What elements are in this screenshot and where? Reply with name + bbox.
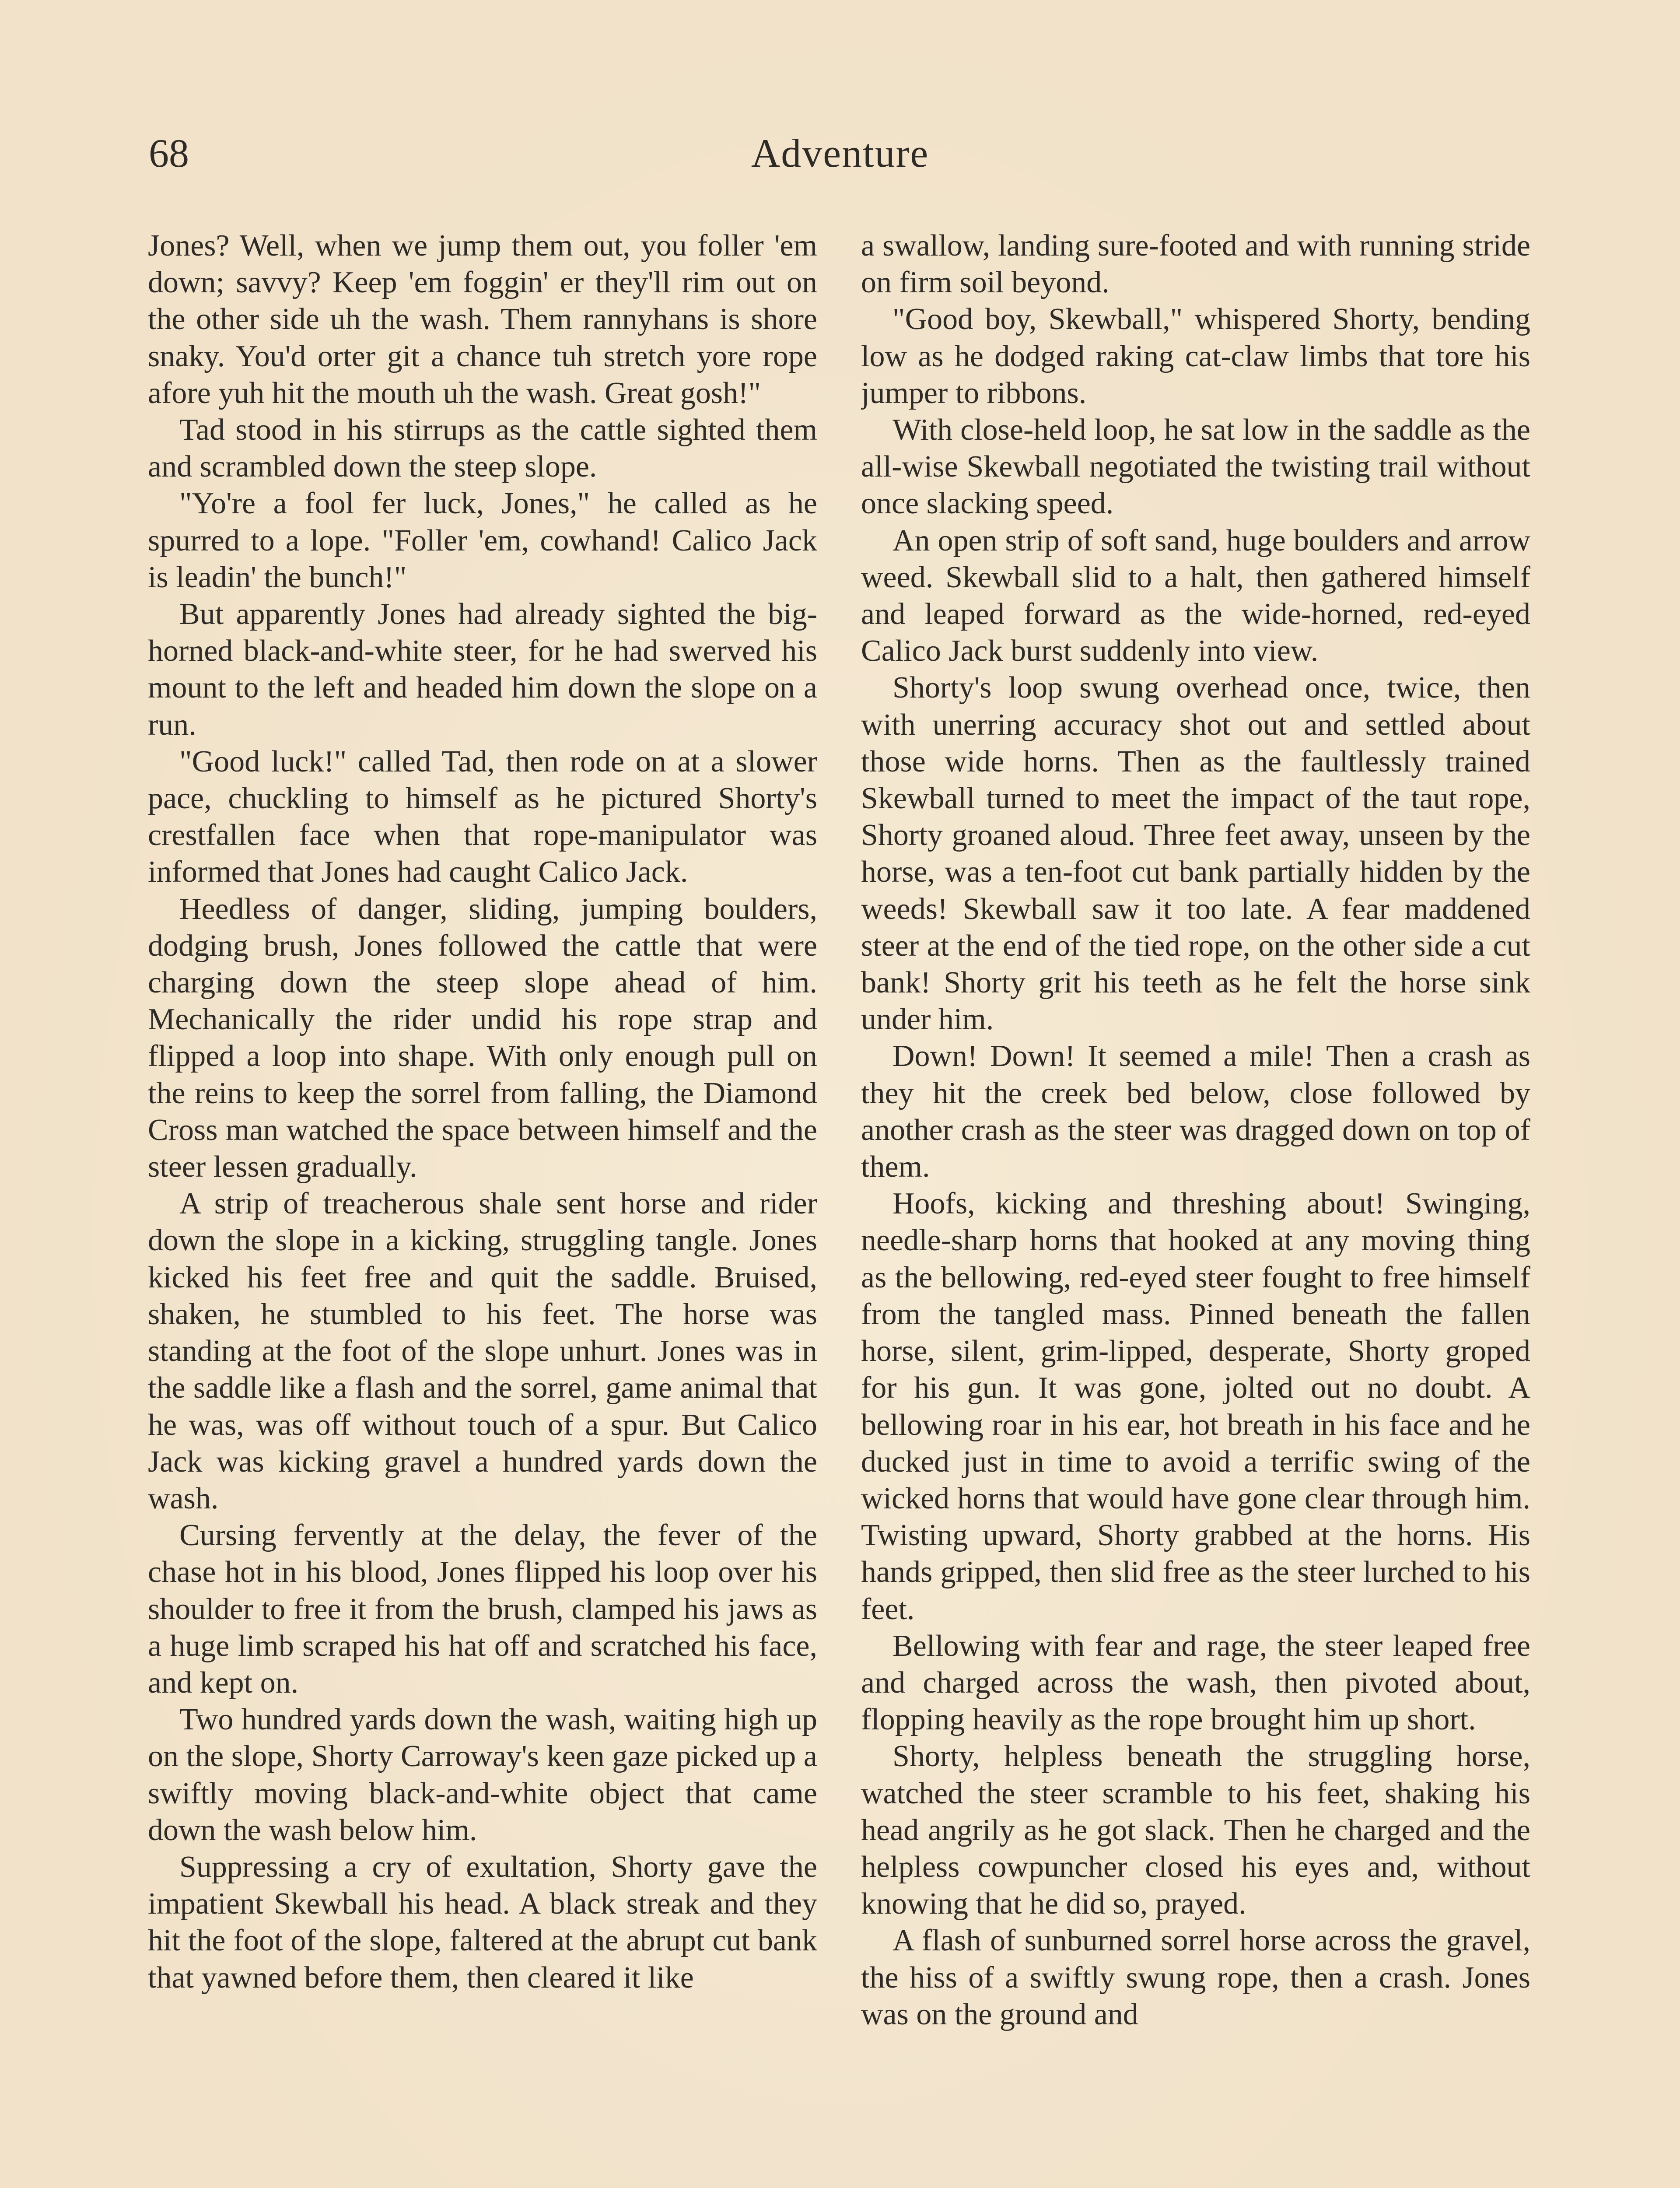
- paragraph: "Good luck!" called Tad, then rode on at a slower pace, chuckling to himself as he pictured Shorty's crestfallen face when that rope-manipulator was informed that Jones had caught Calico Jack.: [148, 744, 817, 889]
- left-column: [148, 228, 817, 2188]
- paragraph: Hoofs, kicking and threshing about! Swinging, needle-sharp horns that hooked at any moving thing as the bellowing, red-eyed steer fought to free himself from the tangled mass. Pinned beneath the fallen horse, silent, grim-lipped, desperate, Shorty groped for his gun. It was gone, jolted out no doubt. A bellowing roar in his ear, hot breath in his face and he ducked just in time to avoid a terrific swing of the wicked horns that would have gone clear through him. Twisting upward, Shorty grabbed at the horns. His hands gripped, then slid free as the steer lurched to his feet.: [861, 1187, 1530, 1626]
- right-column: [861, 228, 1530, 2188]
- paragraph: Jones? Well, when we jump them out, you foller 'em down; savvy? Keep 'em foggin' er they'll rim out on the other side uh the wash. Them rannyhans is shore snaky. You'd orter git a chance tuh stretch yore rope afore yuh hit the mouth uh the wash. Great gosh!": [148, 229, 817, 410]
- paragraph: Shorty, helpless beneath the struggling horse, watched the steer scramble to his feet, shaking his head angrily as he got slack. Then he charged and the helpless cowpuncher closed his eyes and, without knowing that he did so, prayed.: [861, 1739, 1530, 1921]
- paragraph: Heedless of danger, sliding, jumping boulders, dodging brush, Jones followed the cattle that were charging down the steep slope ahead of him. Mechanically the rider undid his rope strap and flipped a loop into shape. With only enough pull on the reins to keep the sorrel from falling, the Diamond Cross man watched the space between himself and the steer lessen gradually.: [148, 892, 817, 1184]
- paragraph: Two hundred yards down the wash, waiting high up on the slope, Shorty Carroway's keen gaze picked up a swiftly moving black-and-white object that came down the wash below him.: [148, 1703, 817, 1847]
- paragraph: Suppressing a cry of exultation, Shorty gave the impatient Skewball his head. A black streak and they hit the foot of the slope, faltered at the abrupt cut bank that yawned before them, then cleared it like: [148, 1850, 817, 1995]
- paragraph: Bellowing with fear and rage, the steer leaped free and charged across the wash, then pivoted about, flopping heavily as the rope brought him up short.: [861, 1629, 1530, 1737]
- paragraph: Shorty's loop swung overhead once, twice, then with unerring accuracy shot out and settled about those wide horns. Then as the faultlessly trained Skewball turned to meet the impact of the taut rope, Shorty groaned aloud. Three feet away, unseen by the horse, was a ten-foot cut bank partially hidden by the weeds! Skewball saw it too late. A fear maddened steer at the end of the tied rope, on the other side a cut bank! Shorty grit his teeth as he felt the horse sink under him.: [861, 671, 1530, 1037]
- paragraph: Down! Down! It seemed a mile! Then a crash as they hit the creek bed below, close followed by another crash as the steer was dragged down on top of them.: [861, 1039, 1530, 1184]
- paragraph: With close-held loop, he sat low in the saddle as the all-wise Skewball negotiated the twisting trail without once slacking speed.: [861, 413, 1530, 521]
- paragraph: Cursing fervently at the delay, the fever of the chase hot in his blood, Jones flipped his loop over his shoulder to free it from the brush, clamped his jaws as a huge limb scraped his hat off and scratched his face, and kept on.: [148, 1518, 817, 1700]
- page-header: [149, 127, 1531, 188]
- paragraph: An open strip of soft sand, huge boulders and arrow weed. Skewball slid to a halt, then gathered himself and leaped forward as the wide-horned, red-eyed Calico Jack burst suddenly into view.: [861, 523, 1530, 668]
- page-number: 68: [149, 131, 189, 175]
- paragraph: Tad stood in his stirrups as the cattle sighted them and scrambled down the steep slope.: [148, 413, 817, 484]
- running-head-title: Adventure: [751, 131, 929, 175]
- paragraph: a swallow, landing sure-footed and with running stride on firm soil beyond.: [861, 229, 1530, 300]
- text-columns: [148, 228, 1530, 2188]
- paragraph: A strip of treacherous shale sent horse and rider down the slope in a kicking, struggling tangle. Jones kicked his feet free and quit the saddle. Bruised, shaken, he stumbled to his feet. The horse was standing at the foot of the slope unhurt. Jones was in the saddle like a flash and the sorrel, game animal that he was, was off without touch of a spur. But Calico Jack was kicking gravel a hundred yards down the wash.: [148, 1187, 817, 1515]
- paragraph: "Good boy, Skewball," whispered Shorty, bending low as he dodged raking cat-claw limbs that tore his jumper to ribbons.: [861, 302, 1530, 410]
- paragraph: "Yo're a fool fer luck, Jones," he called as he spurred to a lope. "Foller 'em, cowhand! Calico Jack is leadin' the bunch!": [148, 487, 817, 594]
- paragraph: A flash of sunburned sorrel horse across the gravel, the hiss of a swiftly swung rope, then a crash. Jones was on the ground and: [861, 1924, 1530, 2031]
- paragraph: But apparently Jones had already sighted the big-horned black-and-white steer, for he had swerved his mount to the left and headed him down the slope on a run.: [148, 597, 817, 742]
